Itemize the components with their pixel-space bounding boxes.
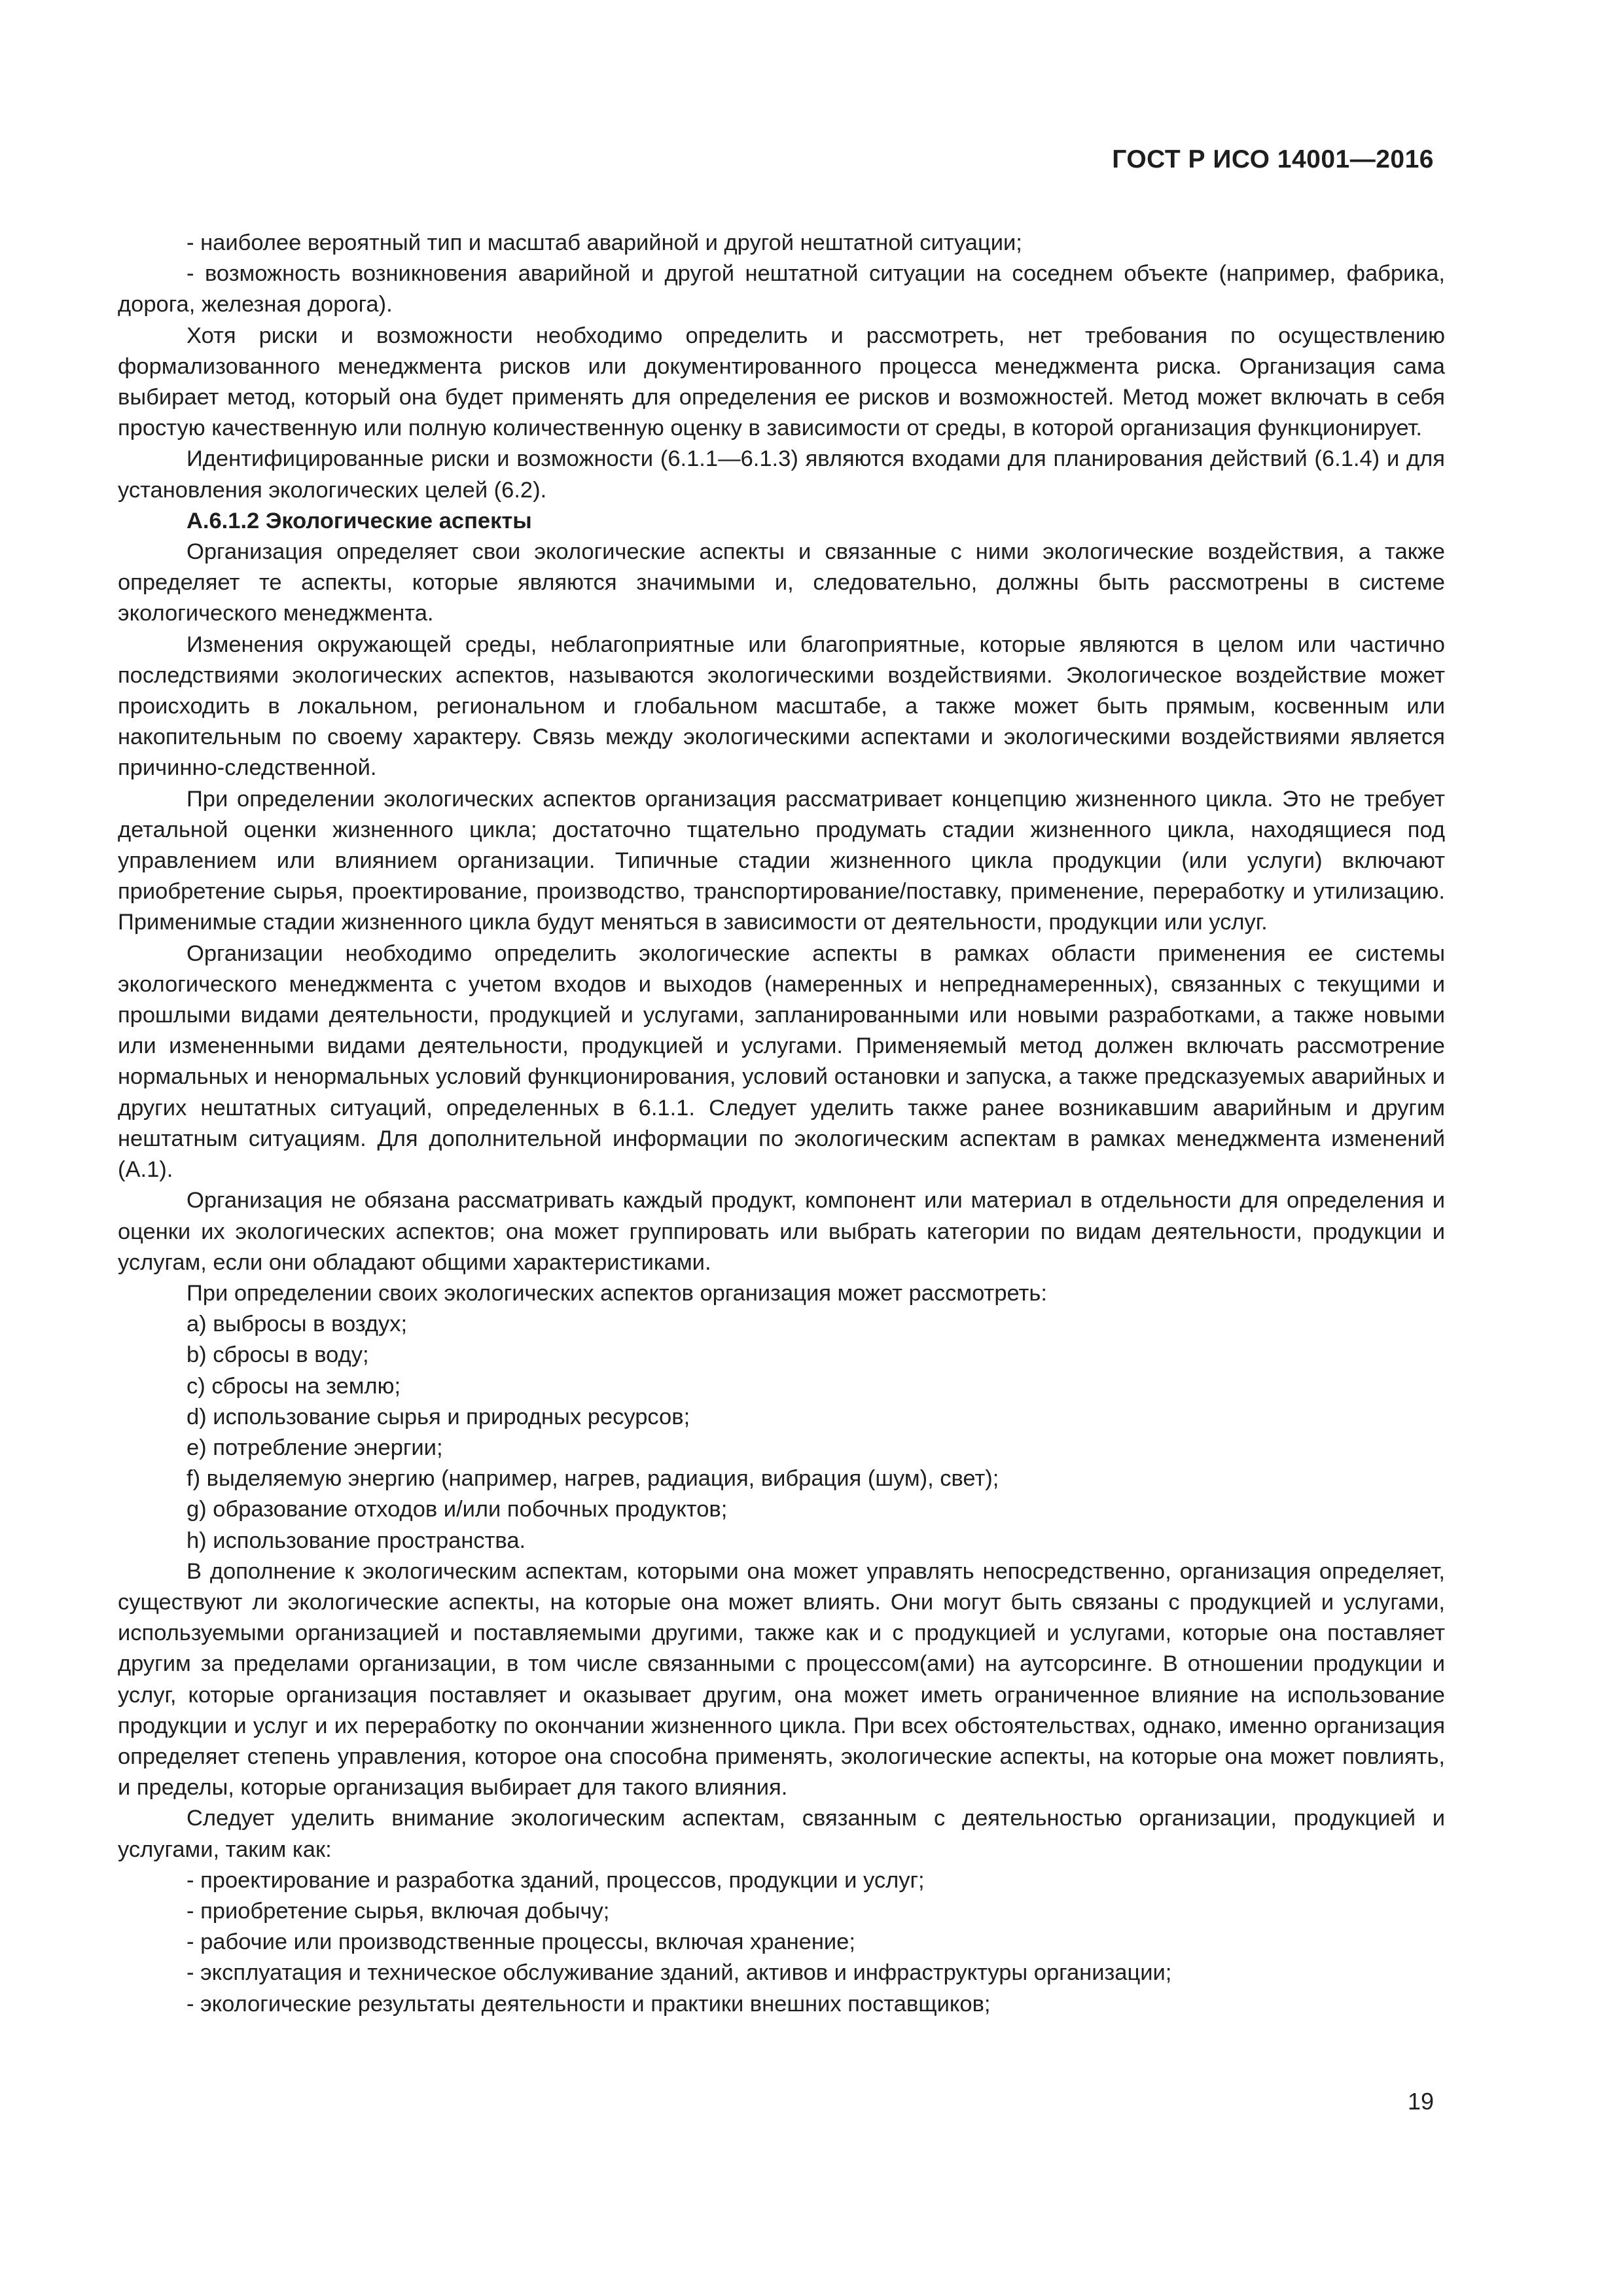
list-item: - проектирование и разработка зданий, процессов, продукции и услуг; — [187, 1867, 925, 1893]
paragraph: Организация не обязана рассматривать каждый продукт, компонент или материал в отдельности для определения и оценки их экологических аспектов; она может группировать или выбрать категории по видам деятельности, продукции и услугам, если они обладают общими характеристиками. — [118, 1188, 1445, 1275]
list-item: g) образование отходов и/или побочных продуктов; — [187, 1497, 728, 1522]
list-item: a) выбросы в воздух; — [187, 1312, 408, 1337]
list-item: e) потребление энергии; — [187, 1435, 443, 1460]
list-item: c) сбросы на землю; — [187, 1373, 401, 1399]
section-heading: А.6.1.2 Экологические аспекты — [187, 508, 532, 533]
document-header: ГОСТ Р ИСО 14001—2016 — [1112, 145, 1434, 173]
paragraph: Следует уделить внимание экологическим аспектам, связанным с деятельностью организации, продукцией и услугами, таким как: — [118, 1806, 1445, 1862]
list-item: d) использование сырья и природных ресурсов; — [187, 1404, 690, 1429]
paragraph: Организации необходимо определить экологические аспекты в рамках области применения ее системы экологического менеджмента с учетом входов и выходов (намеренных и непреднамеренных), связанных с текущими и прошлыми видами деятельности, продукцией и услугами, запланированными или новыми разработками, а также новыми или измененными видами деятельности, продукцией и услугами. Применяемый метод должен включать рассмотрение нормальных и ненормальных условий функционирования, условий остановки и запуска, а также предсказуемых аварийных и других нештатных ситуаций, определенных в 6.1.1. Следует уделить также ранее возникавшим аварийным и другим нештатным ситуациям. Для дополнительной информации по экологическим аспектам в рамках менеджмента изменений (А.1). — [118, 941, 1445, 1183]
paragraph: В дополнение к экологическим аспектам, которыми она может управлять непосредственно, организация определяет, существуют ли экологические аспекты, на которые она может влиять. Они могут быть связаны с продукцией и услугами, используемыми организацией и поставляемыми другими, также как и с продукцией и услугами, которые она поставляет другим за пределами организации, в том числе связанными с процессом(ами) на аутсорсинге. В отношении продукции и услуг, которые организация поставляет и оказывает другим, она может иметь ограниченное влияние на использование продукции и услуг и их переработку по окончании жизненного цикла. При всех обстоятельствах, однако, именно организация определяет степень управления, которое она способна применять, экологические аспекты, на которые она может повлиять, и пределы, которые организация выбирает для такого влияния. — [118, 1558, 1445, 1801]
list-item: - наиболее вероятный тип и масштаб аварийной и другой нештатной ситуации; — [187, 230, 1022, 255]
list-item: f) выделяемую энергию (например, нагрев, радиация, вибрация (шум), свет); — [187, 1466, 999, 1492]
list-item: - рабочие или производственные процессы, включая хранение; — [187, 1929, 855, 1955]
paragraph: Хотя риски и возможности необходимо определить и рассмотреть, нет требования по осуществлению формализованного менеджмента рисков или документированного процесса менеджмента риска. Организация сама выбирает метод, который она будет применять для определения ее рисков и возможностей. Метод может включать в себя простую качественную или полную количественную оценку в зависимости от среды, в которой организация функционирует. — [118, 323, 1445, 441]
list-item: h) использование пространства. — [187, 1528, 526, 1553]
paragraph: При определении экологических аспектов организация рассматривает концепцию жизненного цикла. Это не требует детальной оценки жизненного цикла; достаточно тщательно продумать стадии жизненного цикла, находящиеся под управлением или влиянием организации. Типичные стадии жизненного цикла продукции (или услуги) включают приобретение сырья, проектирование, производство, транспортирование/поставку, применение, переработку и утилизацию. Применимые стадии жизненного цикла будут меняться в зависимости от деятельности, продукции или услуг. — [118, 786, 1445, 935]
list-item: b) сбросы в воду; — [187, 1342, 369, 1368]
paragraph: При определении своих экологических аспектов организация может рассмотреть: — [187, 1280, 1047, 1306]
paragraph: - возможность возникновения аварийной и другой нештатной ситуации на соседнем объекте (например, фабрика, дорога, железная дорога). — [118, 261, 1445, 317]
paragraph: Изменения окружающей среды, неблагоприятные или благоприятные, которые являются в целом или частично последствиями экологических аспектов, называются экологическими воздействиями. Экологическое воздействие может происходить в локальном, региональном и глобальном масштабе, а также может быть прямым, косвенным или накопительным по своему характеру. Связь между экологическими аспектами и экологическими воздействиями является причинно-следственной. — [118, 632, 1445, 781]
list-item: - экологические результаты деятельности и практики внешних поставщиков; — [187, 1991, 991, 2017]
paragraph: Организация определяет свои экологические аспекты и связанные с ними экологические воздействия, а также определяет те аспекты, которые являются значимыми и, следовательно, должны быть рассмотрены в системе экологического менеджмента. — [118, 539, 1445, 626]
document-body — [118, 228, 1445, 2020]
paragraph: Идентифицированные риски и возможности (6.1.1—6.1.3) являются входами для планирования действий (6.1.4) и для установления экологических целей (6.2). — [118, 446, 1445, 503]
list-item: - приобретение сырья, включая добычу; — [187, 1898, 610, 1924]
page-number: 19 — [1407, 2088, 1434, 2115]
list-item: - эксплуатация и техническое обслуживание зданий, активов и инфраструктуры организации; — [187, 1960, 1172, 1986]
